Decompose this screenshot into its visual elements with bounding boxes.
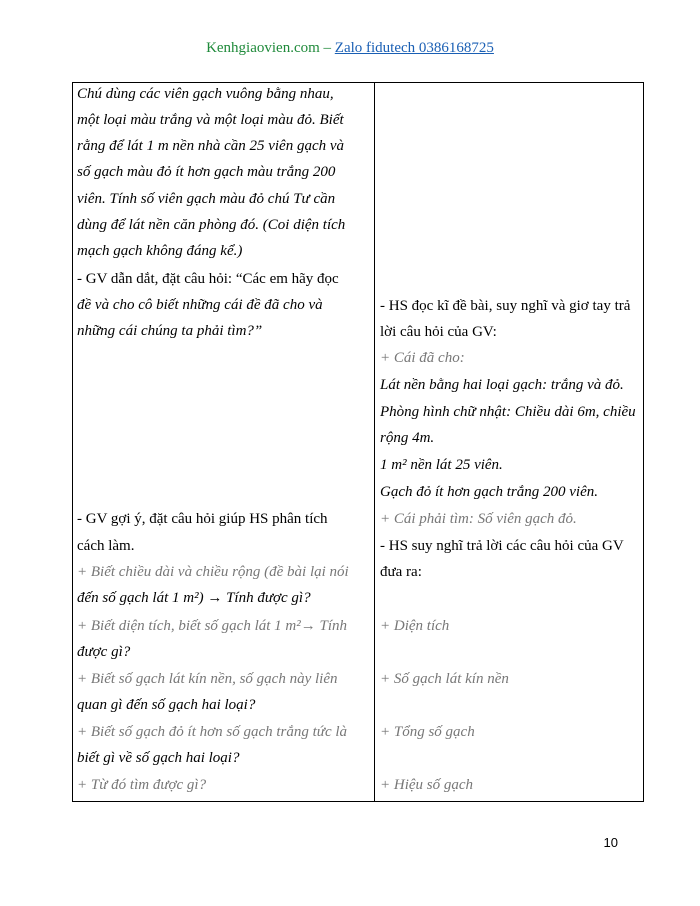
left-line: viên. Tính số viên gạch màu đỏ chú Tư cần: [77, 191, 336, 207]
left-line: + Từ đó tìm được gì?: [77, 777, 207, 793]
right-line: + Số gạch lát kín nền: [380, 671, 509, 687]
left-line: rằng để lát 1 m nền nhà cần 25 viên gạch và: [77, 138, 345, 154]
right-line: - HS đọc kĩ đề bài, suy nghĩ và giơ tay trả: [380, 298, 631, 314]
left-line: một loại màu trắng và một loại màu đỏ. Biết: [77, 112, 344, 128]
left-line: đến số gạch lát 1 m²) → Tính được gì?: [77, 590, 311, 606]
zalo-link[interactable]: Zalo fidutech 0386168725: [334, 40, 494, 56]
right-line: + Cái phải tìm: Số viên gạch đỏ.: [380, 511, 577, 527]
site-name: Kenhgiaovien.com: [206, 40, 320, 56]
left-line: Chú dùng các viên gạch vuông bằng nhau,: [77, 86, 334, 102]
right-line: lời câu hỏi của GV:: [380, 324, 497, 340]
right-line: + Diện tích: [380, 618, 450, 634]
left-line: số gạch màu đỏ ít hơn gạch màu trắng 200: [77, 164, 336, 180]
left-line: - GV dẫn dắt, đặt câu hỏi: “Các em hãy đọc: [77, 271, 339, 287]
left-line: + Biết diện tích, biết số gạch lát 1 m²→ Tính: [77, 618, 348, 634]
right-line: rộng 4m.: [380, 430, 435, 446]
right-line: + Cái đã cho:: [380, 350, 465, 366]
left-line: quan gì đến số gạch hai loại?: [77, 697, 256, 713]
right-line: 1 m² nền lát 25 viên.: [380, 457, 503, 473]
left-line: đề và cho cô biết những cái đề đã cho và: [77, 297, 323, 313]
left-line: biết gì về số gạch hai loại?: [77, 750, 240, 766]
header-separator: –: [323, 40, 332, 56]
left-line: + Biết số gạch đỏ ít hơn số gạch trắng tức là: [77, 724, 348, 740]
right-line: Lát nền bằng hai loại gạch: trắng và đỏ.: [380, 377, 624, 393]
column-divider: [374, 82, 375, 802]
left-line: những cái chúng ta phải tìm?”: [77, 323, 263, 339]
right-line: - HS suy nghĩ trả lời các câu hỏi của GV: [380, 538, 624, 554]
left-line: - GV gợi ý, đặt câu hỏi giúp HS phân tích: [77, 511, 328, 527]
right-line: + Tổng số gạch: [380, 724, 475, 740]
left-line: + Biết số gạch lát kín nền, số gạch này liên: [77, 671, 338, 687]
page-header: [0, 40, 700, 57]
page-number: 10: [603, 835, 618, 850]
right-line: + Hiệu số gạch: [380, 777, 474, 793]
right-line: Phòng hình chữ nhật: Chiều dài 6m, chiều: [380, 404, 636, 420]
right-line: đưa ra:: [380, 564, 422, 580]
left-line: + Biết chiều dài và chiều rộng (đề bài lại nói: [77, 564, 349, 580]
right-line: Gạch đỏ ít hơn gạch trắng 200 viên.: [380, 484, 598, 500]
left-line: được gì?: [77, 644, 131, 660]
left-line: mạch gạch không đáng kể.): [77, 243, 243, 259]
left-line: cách làm.: [77, 538, 135, 554]
left-line: dùng để lát nền căn phòng đó. (Coi diện tích: [77, 217, 346, 233]
